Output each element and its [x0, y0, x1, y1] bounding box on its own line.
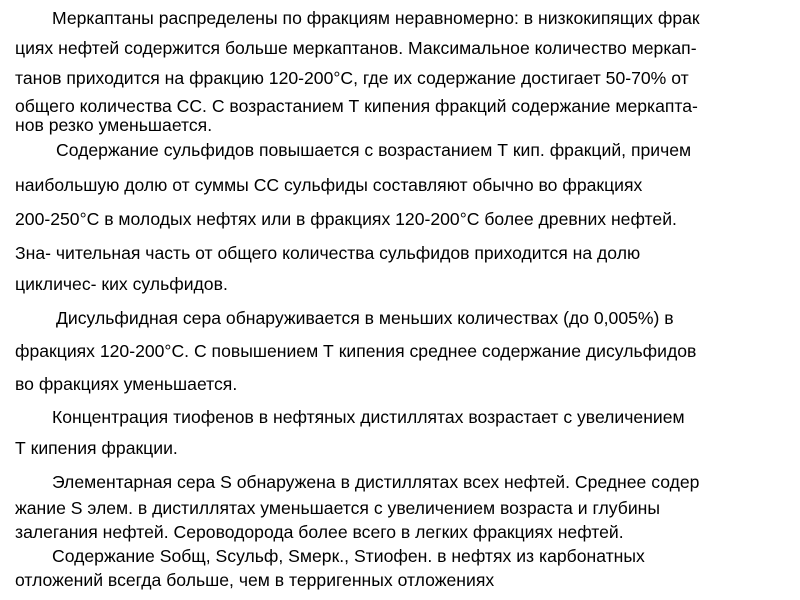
paragraph-5-line-3: залегания нефтей. Сероводорода более всего в легких фракциях нефтей.: [15, 522, 624, 542]
paragraph-1-line-1: Меркаптаны распределены по фракциям неравномерно: в низкокипящих фрак: [52, 8, 700, 28]
paragraph-6-line-1: Содержание Sобщ, Sсульф, Sмерк., Sтиофен. в нефтях из карбонатных: [52, 546, 645, 566]
paragraph-2-line-3: 200-250°С в молодых нефтях или в фракциях 120-200°С более древних нефтей.: [15, 209, 677, 229]
paragraph-2-line-5: цикличес- ких сульфидов.: [15, 274, 228, 294]
paragraph-4-line-1: Концентрация тиофенов в нефтяных дистиллятах возрастает с увеличением: [52, 407, 685, 427]
paragraph-3-line-1: Дисульфидная сера обнаруживается в меньших количествах (до 0,005%) в: [56, 308, 674, 328]
paragraph-4-line-2: Т кипения фракции.: [15, 438, 178, 458]
paragraph-5-line-2: жание S элем. в дистиллятах уменьшается с увеличением возраста и глубины: [15, 498, 661, 518]
paragraph-6-line-2: отложений всегда больше, чем в терригенных отложениях: [15, 570, 495, 590]
paragraph-1-line-3: танов приходится на фракцию 120-200°С, где их содержание достигает 50-70% от: [15, 68, 689, 88]
paragraph-5-line-1: Элементарная сера S обнаружена в дистиллятах всех нефтей. Среднее содер: [52, 472, 700, 492]
paragraph-1-line-5: нов резко уменьшается.: [15, 115, 213, 135]
paragraph-1-line-2: циях нефтей содержится больше меркаптанов. Максимальное количество меркап-: [15, 38, 697, 58]
paragraph-1-line-4: общего количества СС. С возрастанием Т кипения фракций содержание меркапта-: [15, 96, 698, 116]
paragraph-2-line-1: Содержание сульфидов повышается с возрастанием Т кип. фракций, причем: [56, 140, 692, 160]
paragraph-2-line-2: наибольшую долю от суммы СС сульфиды составляют обычно во фракциях: [15, 175, 643, 195]
paragraph-3-line-3: во фракциях уменьшается.: [15, 374, 238, 394]
paragraph-2-line-4: Зна- чительная часть от общего количества сульфидов приходится на долю: [15, 243, 641, 263]
paragraph-3-line-2: фракциях 120-200°С. С повышением Т кипения среднее содержание дисульфидов: [15, 341, 697, 361]
